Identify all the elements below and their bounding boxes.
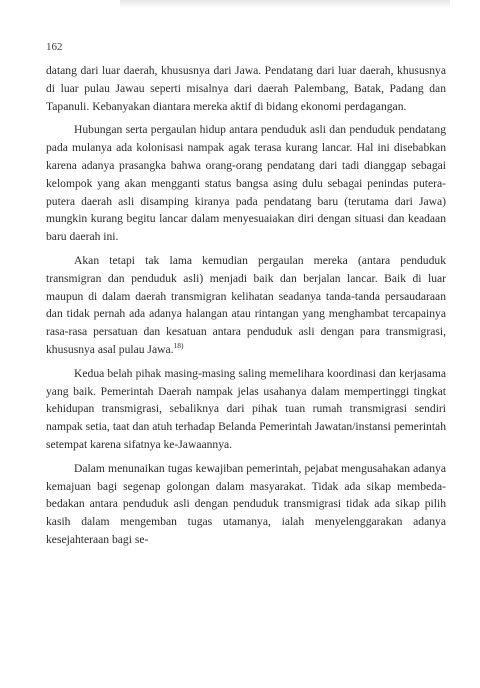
paragraph-3-text: Akan tetapi tak lama kemudian pergaulan mereka (antara penduduk transmigran dan penduduk asli) menjadi baik dan berjalan lancar. Baik di luar maupun di dalam daerah transmigran kelihatan seadanya tanda-tanda persaudaraan dan tidak pernah ada adanya halangan atau rintangan yang menghambat tercapainya rasa-rasa persatuan dan kesatuan antara penduduk asli dengan para transmigrasi, khususnya asal pulau Jawa. xyxy=(46,253,446,356)
paragraph-3 xyxy=(46,252,446,359)
paragraph-2: Hubungan serta pergaulan hidup antara penduduk asli dan penduduk pendatang pada mulanya ada kolonisasi nampak agak terasa kurang lancar. Hal ini disebabkan karena adanya prasangka bahwa orang-orang pendatang dari tadi dianggap sebagai kelompok yang akan mengganti status bangsa asing dulu sebagai penindas putera-putera daerah asli disamping kiranya pada pendatang baru (terutama dari Jawa) mungkin kurang begitu lancar dalam menyesuaiakan diri dengan situasi dan keadaan baru daerah ini. xyxy=(46,123,446,244)
paragraph-1: datang dari luar daerah, khususnya dari Jawa. Pendatang dari luar daerah, khususnya di luar pulau Jawau seperti misalnya dari daerah Palembang, Batak, Padang dan Tapanuli. Kebanyakan diantara mereka aktif di bidang ekonomi perdagangan. xyxy=(46,64,446,113)
scan-edge-shadow xyxy=(120,0,450,8)
body-text xyxy=(46,62,446,549)
paragraph-4: Kedua belah pihak masing-masing saling memelihara koordinasi dan kerjasama yang baik. Pemerintah Daerah nampak jelas usahanya dalam mempertinggi tingkat kehidupan transmigrasi, sebaliknya dari pihak tuan rumah transmigrasi sendiri nampak setia, taat dan atuh terhadap Belanda Pemerintah Jawatan/instansi pemerintah setempat karena sifatnya ke-Jawaannya. xyxy=(46,366,446,451)
footnote-marker: 18) xyxy=(173,341,184,351)
page-number: 162 xyxy=(46,41,63,53)
paragraph-5: Dalam menunaikan tugas kewajiban pemerintah, pejabat mengusahakan adanya kemajuan bagi segenap golongan dalam masyarakat. Tidak ada sikap membeda-bedakan antara penduduk asli dengan penduduk transmigrasi tidak ada sikap pilih kasih dalam mengemban tugas utamanya, ialah menyelenggarakan adanya kesejahteraan bagi se- xyxy=(46,461,446,546)
